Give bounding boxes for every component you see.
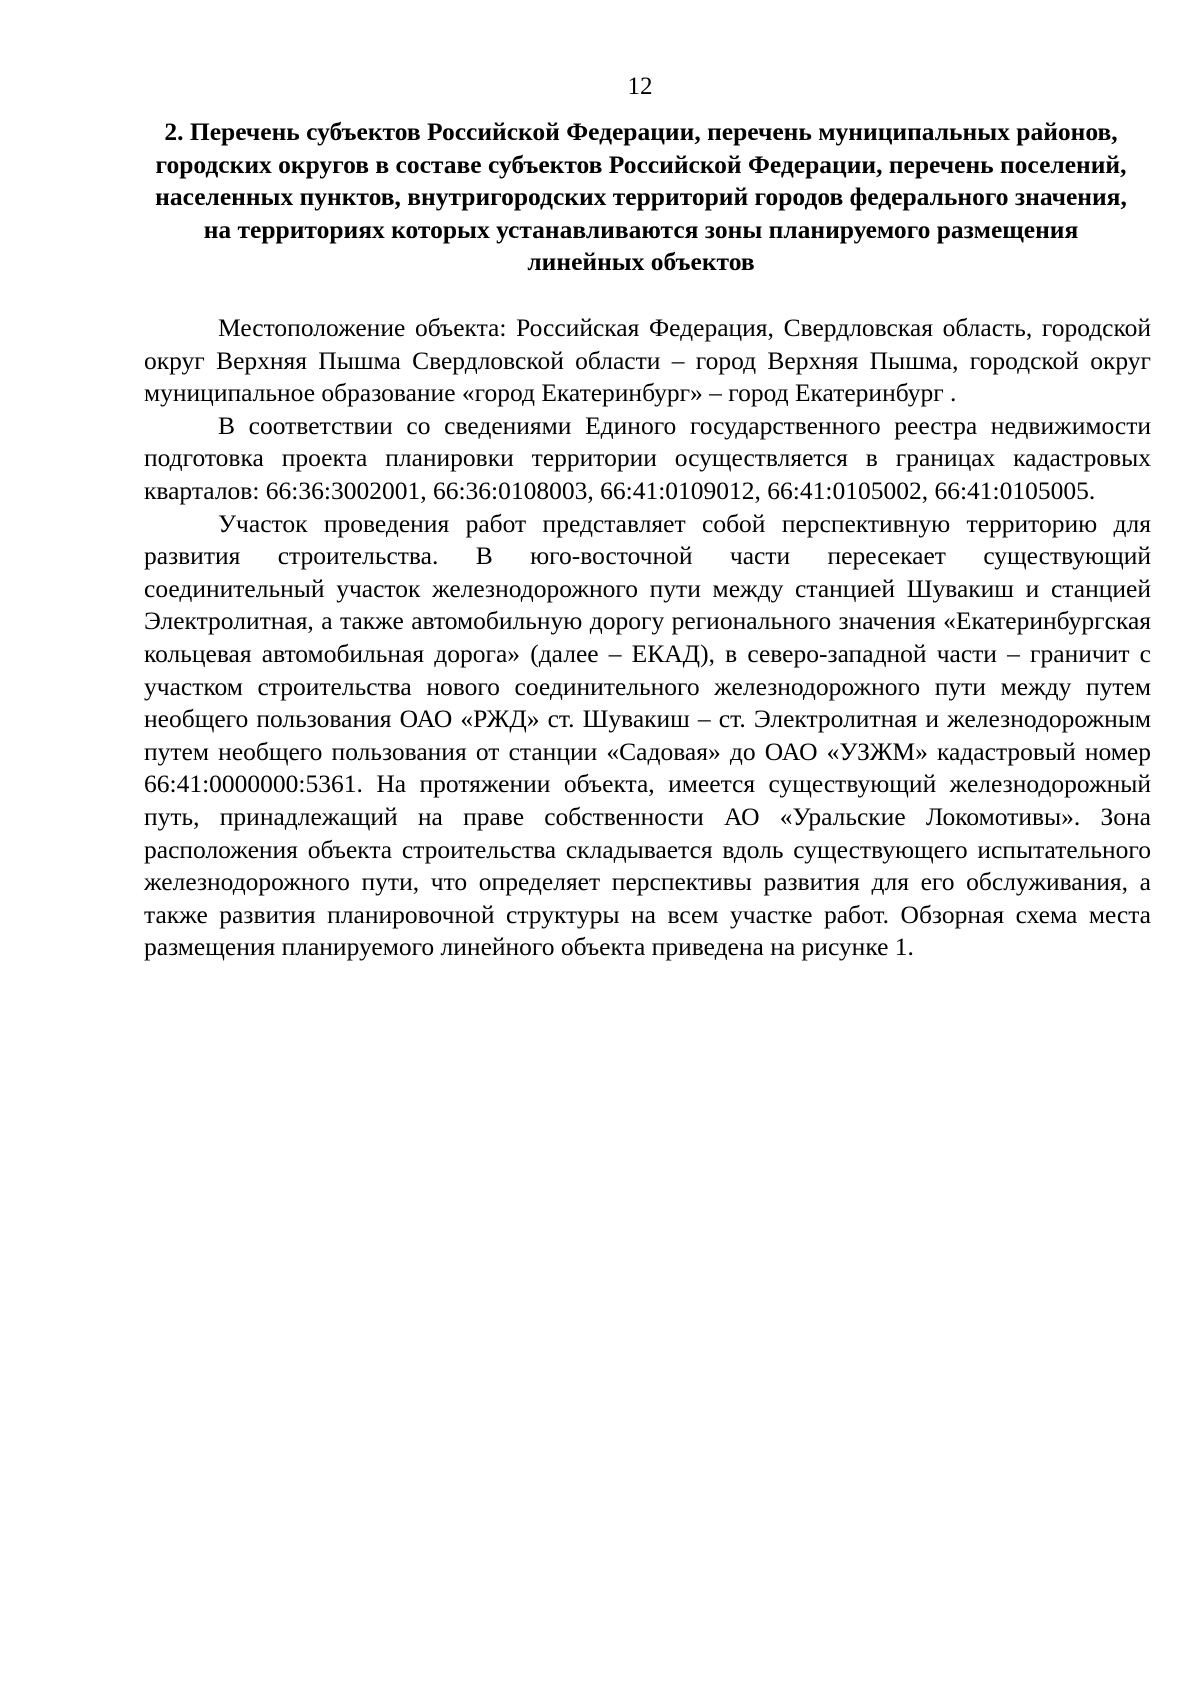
paragraph-cadastral-quarters: В соответствии со сведениями Единого государственного реестра недвижимости подготовка проекта планировки территории осуществляется в границах кадастровых кварталов: 66:36:3002001, 66:36:0108003, 66:41:0109012, 66:41:0105002, 66:41:0105005.	[144, 410, 1151, 505]
document-body	[144, 312, 1151, 964]
page-number: 12	[627, 73, 653, 100]
paragraph-location: Местоположение объекта: Российская Федерация, Свердловская область, городской округ Верхняя Пышма Свердловской области – город Верхняя Пышма, городской округ муниципальное образование «город Екатеринбург» – город Екатеринбург .	[144, 313, 1151, 408]
paragraph-work-site: Участок проведения работ представляет собой перспективную территорию для развития строительства. В юго-восточной части пересекает существующий соединительный участок железнодорожного пути между станцией Шувакиш и станцией Электролитная, а также автомобильную дорогу регионального значения «Екатеринбургская кольцевая автомобильная дорога» (далее – ЕКАД), в северо-западной части – граничит с участком строительства нового соединительного железнодорожного пути между путем необщего пользования ОАО «РЖД» ст. Шувакиш – ст. Электролитная и железнодорожным путем необщего пользования от станции «Садовая» до ОАО «УЗЖМ» кадастровый номер 66:41:0000000:5361. На протяжении объекта, имеется существующий железнодорожный путь, принадлежащий на праве собственности АО «Уральские Локомотивы». Зона расположения объекта строительства складывается вдоль существующего испытательного железнодорожного пути, что определяет перспективы развития для его обслуживания, а также развития планировочной структуры на всем участке работ. Обзорная схема места размещения планируемого линейного объекта приведена на рисунке 1.	[144, 508, 1151, 962]
section-heading: 2. Перечень субъектов Российской Федерации, перечень муниципальных районов, городских округов в составе субъектов Российской Федерации, перечень поселений, населенных пунктов, внутригородских территорий городов федерального значения, на территориях которых устанавливаются зоны планируемого размещения линейных объектов	[155, 117, 1127, 276]
